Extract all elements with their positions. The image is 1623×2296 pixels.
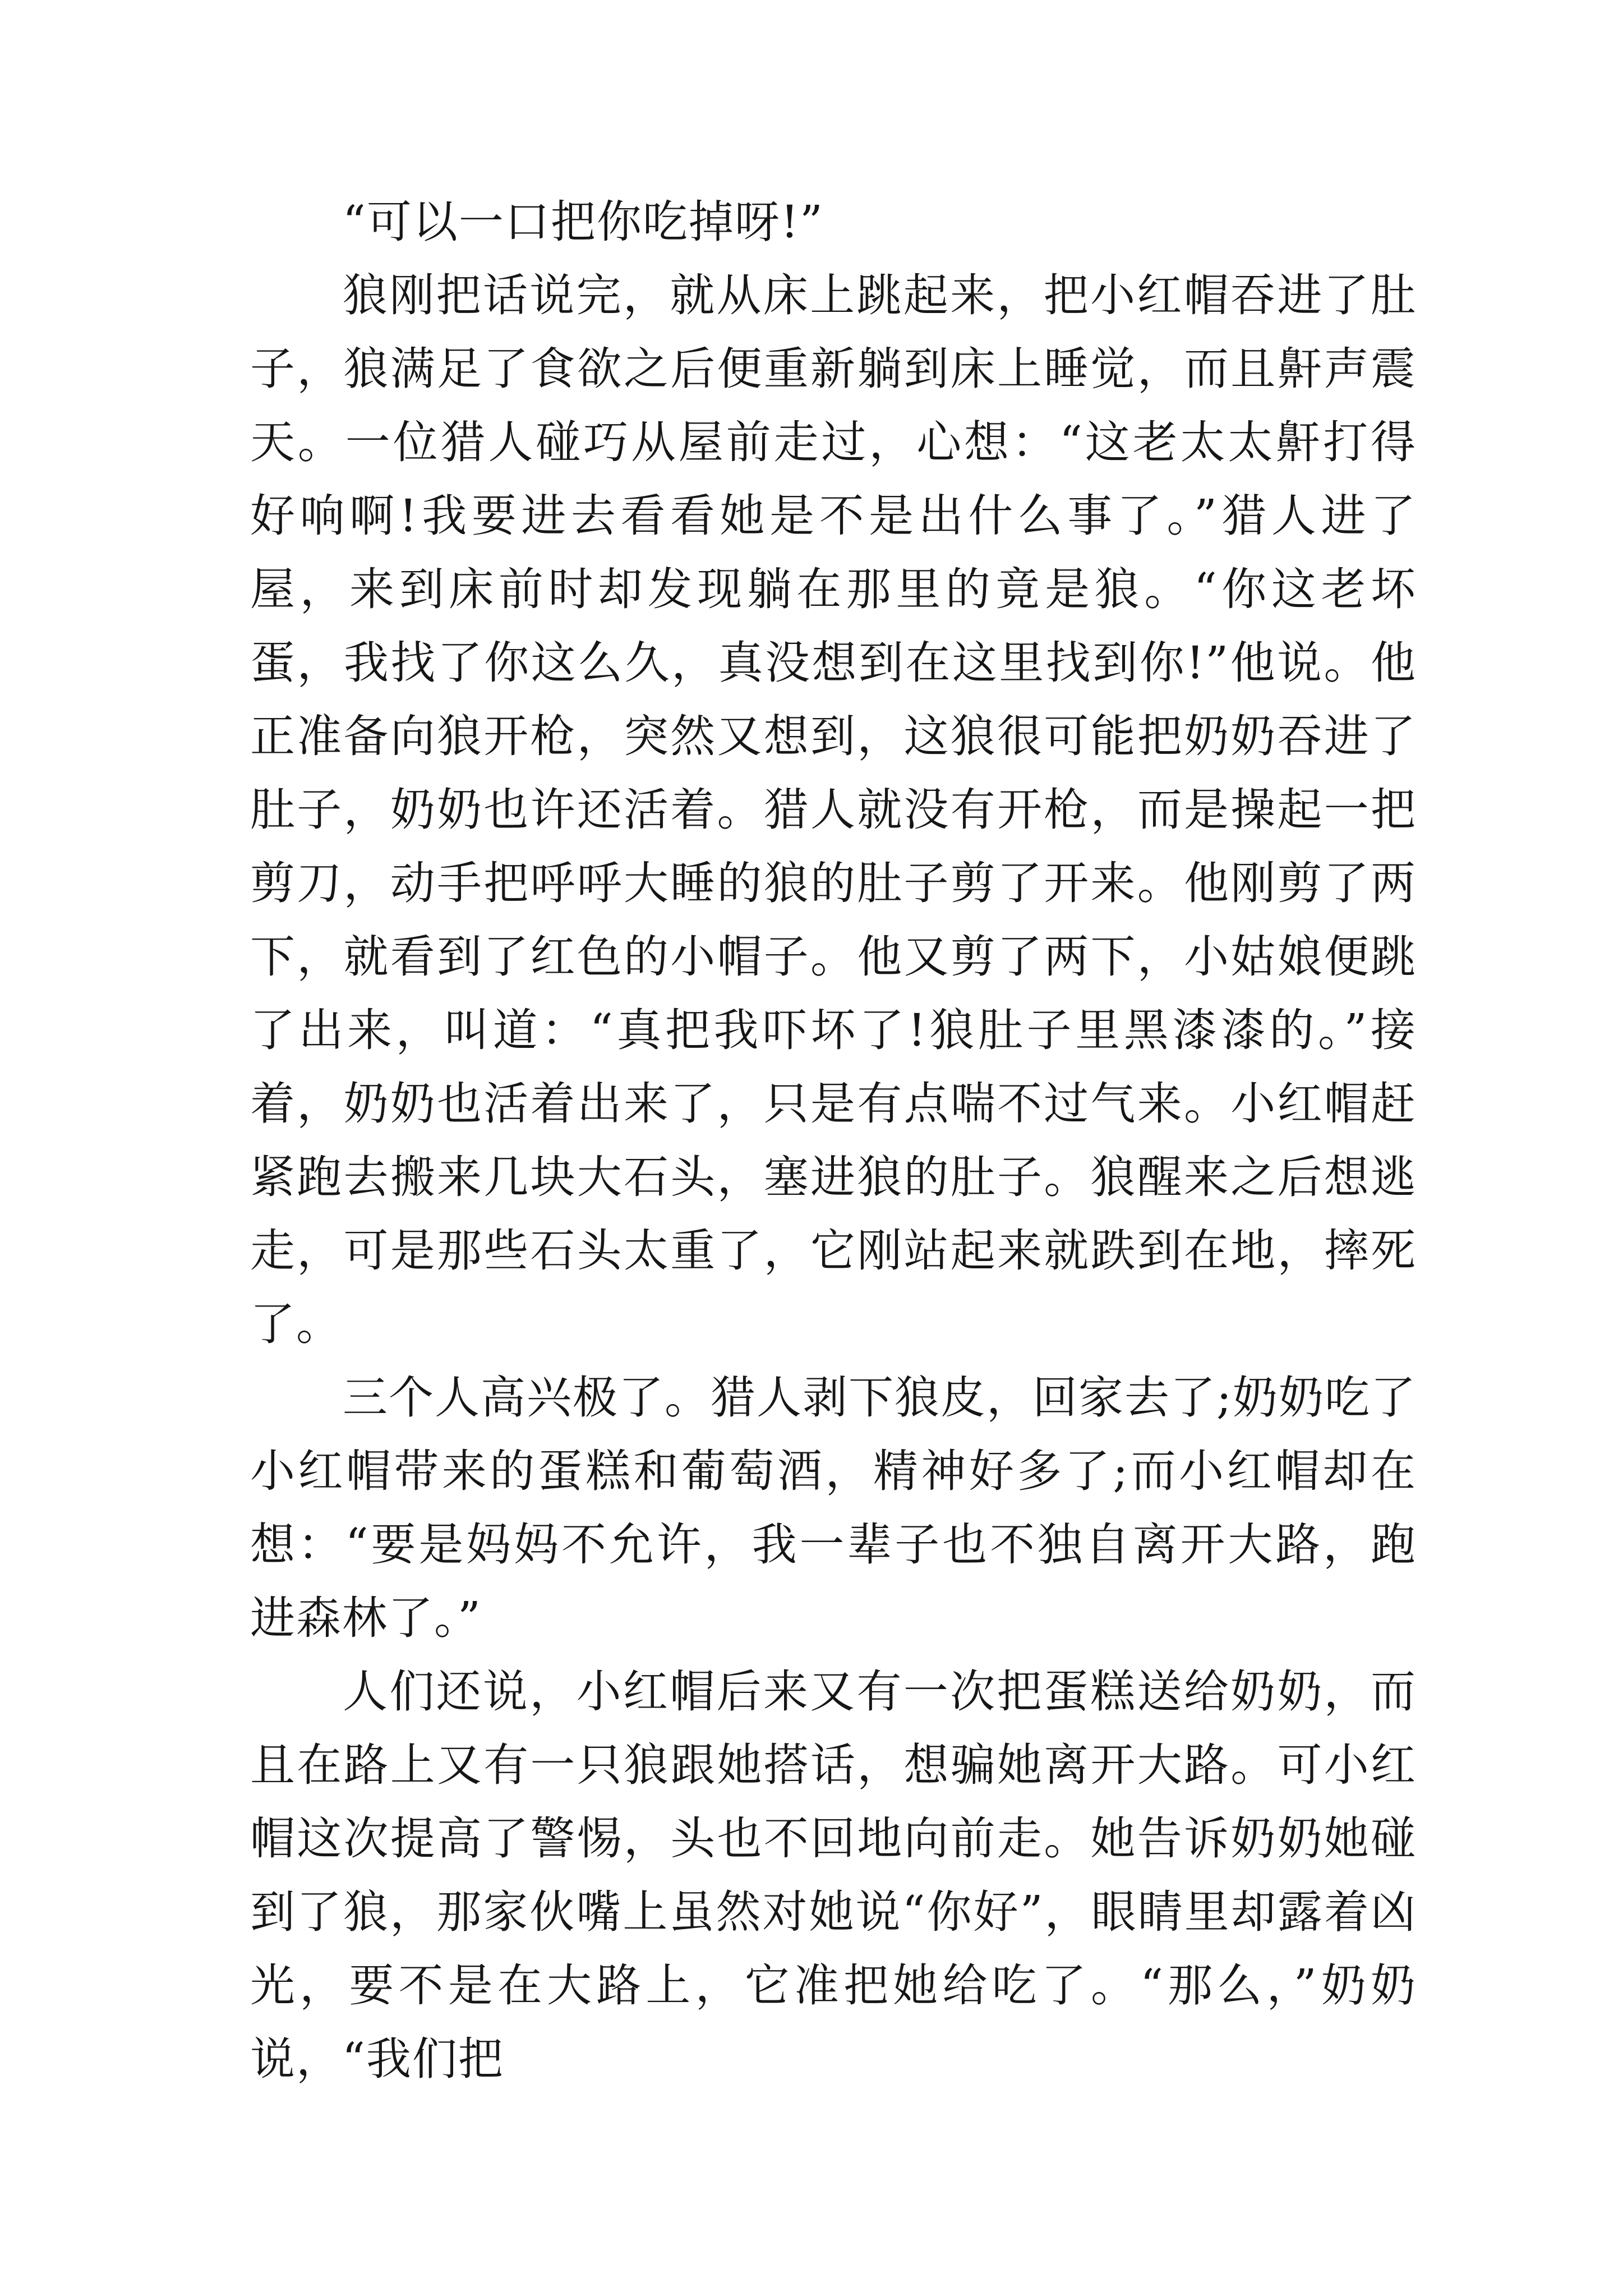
paragraph-1: “可以一口把你吃掉呀!” — [343, 196, 824, 248]
story-text — [250, 185, 1417, 2096]
paragraph-4: 人们还说，小红帽后来又有一次把蛋糕送给奶奶，而且在路上又有一只狼跟她搭话，想骗她离开大路。可小红帽这次提高了警惕，头也不回地向前走。她告诉奶奶她碰到了狼，那家伙嘴上虽然对她说“你好”，眼睛里却露着凶光，要不是在大路上，它准把她给吃了。“那么，”奶奶说，“我们把 — [250, 1665, 1417, 2085]
paragraph-3: 三个人高兴极了。猎人剥下狼皮，回家去了;奶奶吃了小红帽带来的蛋糕和葡萄酒，精神好多了;而小红帽却在想：“要是妈妈不允许，我一辈子也不独自离开大路，跑进森林了。” — [250, 1372, 1417, 1644]
paragraph-2: 狼刚把话说完，就从床上跳起来，把小红帽吞进了肚子，狼满足了食欲之后便重新躺到床上睡觉，而且鼾声震天。一位猎人碰巧从屋前走过，心想：“这老太太鼾打得好响啊!我要进去看看她是不是出什么事了。”猎人进了屋，来到床前时却发现躺在那里的竟是狼。“你这老坏蛋，我找了你这么久，真没想到在这里找到你!”他说。他正准备向狼开枪，突然又想到，这狼很可能把奶奶吞进了肚子，奶奶也许还活着。猎人就没有开枪，而是操起一把剪刀，动手把呼呼大睡的狼的肚子剪了开来。他刚剪了两下，就看到了红色的小帽子。他又剪了两下，小姑娘便跳了出来，叫道：“真把我吓坏了!狼肚子里黑漆漆的。”接着，奶奶也活着出来了，只是有点喘不过气来。小红帽赶紧跑去搬来几块大石头，塞进狼的肚子。狼醒来之后想逃走，可是那些石头太重了，它刚站起来就跌到在地，摔死了。 — [250, 269, 1417, 1350]
